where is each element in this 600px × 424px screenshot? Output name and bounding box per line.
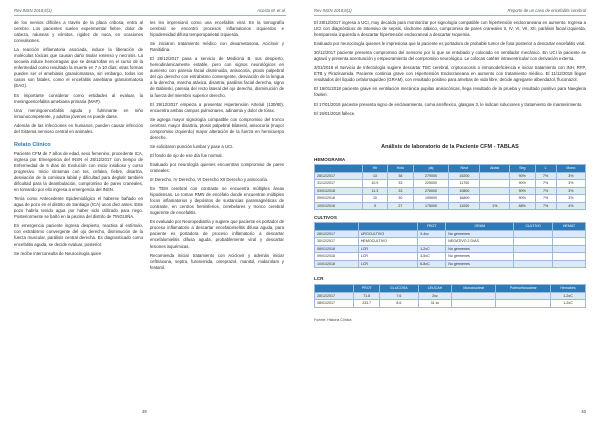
table-cell: 90%: [510, 187, 535, 195]
column-header: Seg: [510, 165, 535, 173]
table-header-row: [315, 223, 586, 231]
table-row: [315, 195, 586, 203]
column-header: [315, 223, 359, 231]
table-cell: 3-4xc: [418, 230, 446, 238]
table-cell: 33: [387, 187, 413, 195]
cultivos-label: CULTIVOS: [314, 215, 337, 220]
column-header: CULTIVO: [514, 223, 553, 231]
paragraph: 3/01/2018 el Servicio de Infectología sugiere descartar TBC cerebral, criptococosis o inmunodeficiencia e iniciar tratamiento con INH, RFP, ETB y Pirazinamida. Paciente continúa grave con Hipertensión Endocraneana en aumento con tratamiento médico. El 11/12/2018 llegan resultados del líquido cefalorraquídeo (GRAM), con resultado positivo para amebas de vida libre, decide agregarse albendazol, fluconazol.: [314, 65, 586, 83]
column-header: HEMAT: [552, 223, 585, 231]
table-cell: 27: [387, 202, 413, 210]
table-cell: 3-5xC: [418, 253, 446, 261]
tables-title: Análisis de laboratorio de la Paciente CFM - TABLAS: [381, 144, 519, 150]
paragraph: les les impresionó como una encefalitis viral. En la tomografía cerebral se encontró procesos inflamatorios izquierdos e hipodensidad difusa temporoparietal izquierda.: [150, 20, 284, 38]
column-header: Hematíes: [551, 285, 586, 293]
table-row: [315, 260, 586, 268]
paragraph: Se iniciaron tratamiento médico con dexametasona, Aciclovir y Ranitidina.: [150, 41, 284, 53]
table-cell: NEGATIVO 2 DIAS: [446, 238, 514, 246]
table-cell: 10/01/2018: [315, 260, 359, 268]
column-header: GRAM: [446, 223, 514, 231]
column-header: Abast: [480, 165, 510, 173]
table-cell: 88%: [510, 202, 535, 210]
table-cell: [480, 187, 510, 195]
table-cell: 8.6: [380, 300, 419, 308]
journal-header-right: Rev INSN 2018;6(1): [314, 8, 352, 13]
paragraph: Tenía como Antecedente Epidemiológico el haberse bañado en agua de pozo en el distrito de Santiago (ICA) unos diez antes. Este pozo habría tenido agua por haber sido utilizado para riego. Posteriormente se bañó en la piscina del distrito de TINGUIÑA.: [14, 196, 143, 220]
table-cell: 09/01/2018: [315, 195, 363, 203]
table-cell: 38: [387, 172, 413, 180]
table-cell: 71.8: [354, 292, 380, 300]
table-cell: [552, 230, 585, 238]
table-row: [315, 202, 586, 210]
left-column-1: [14, 20, 143, 260]
table-cell: 28/12/2017: [315, 292, 354, 300]
table-cell: 7%: [535, 172, 556, 180]
table-row: [315, 253, 586, 261]
table-cell: 31 xc: [418, 300, 452, 308]
authors-header: Acosta M. et al.: [257, 8, 286, 13]
paragraph: III Derecho, IV Derecho, VI Derecho XII Derecho y anisocoria.: [150, 177, 268, 183]
header-rule: [14, 15, 286, 16]
table-cell: 1-2xC: [551, 292, 586, 300]
table-cell: 279000: [413, 172, 448, 180]
table-cell: UROCULTIVO: [358, 230, 417, 238]
lcr-label: LCR: [314, 276, 324, 281]
table-cell: 90%: [510, 172, 535, 180]
table-cell: 30/12/2017: [315, 238, 359, 246]
column-header: Mononuclear: [452, 285, 496, 293]
paragraph: El 28/12/2017 ingresa a UCI, muy decaída para monitorizar por signología compatible con hipertensión endocraneana en aumento. Ingresa a UCI con diagnósticos de Intensivo de sepsis, síndrome atáxico, compromiso de pares craneales II, IV, VI, VII, XII, parálisis facial izquierda, hemiparesia izquierda a descartar hipertensión endocraneal a descartar Isquemia.: [314, 20, 586, 38]
table-cell: 13: [362, 172, 387, 180]
table-cell: 33: [387, 180, 413, 188]
paragraph: Una meningoencefalitis aguda y fulminante en niño inmunocompetente, y adultos jóvenes es puede darse.: [14, 107, 143, 119]
table-cell: 7%: [535, 202, 556, 210]
table-cell: 233.7: [354, 300, 380, 308]
table-cell: [552, 238, 585, 246]
table-cell: 9: [362, 202, 387, 210]
column-header: Hcto: [387, 165, 413, 173]
table-cell: 7.6: [380, 292, 419, 300]
column-header: LEUCAH: [418, 285, 452, 293]
table-cell: 195000: [413, 195, 448, 203]
table-cell: 28/12/2017: [315, 230, 359, 238]
table-cell: 3%: [556, 195, 585, 203]
paragraph: 30/12/2017 paciente presenta compromiso del sensorio por lo que se entubado y colocado en ventilador mecánico. En UCI la paciente se agravó y presenta acentuación y empeoramiento del compromiso neurológico. Le colocan catéter intraventricular con derivación externa.: [314, 50, 586, 62]
hemograma-label: HEMOGRAMA: [314, 157, 346, 162]
paragraph: de los nervios difíciles a través de la placa cribosa, entra al cerebro. Los pacientes suelen experimentar fiebre, dolor de cabeza, náuseas y vómitos, rigidez de nuca, en ocasiones convulsiones.: [14, 20, 143, 44]
column-header: [315, 165, 363, 173]
paragraph: La reacción inflamatoria asociada, induce la liberación de moléculas tóxicas que causan daño tisular extenso y necrosis. La secuela induce hemorragias que se desarrollan en el curso de la enfermedad como resultado la muerte en 7 a 10 días; otras formas pueden ser el amebiasis granulomatosa, sin embargo, todos los casos son fatales, como el encefalitis amebiana granulomatosa (EAG).: [14, 47, 143, 89]
column-header: [358, 223, 417, 231]
table-cell: 10800: [449, 187, 480, 195]
table-cell: 276000: [413, 187, 448, 195]
table-row: [315, 187, 586, 195]
paragraph: Se agrega mayor signología compatible con compromiso del tronco cerebral, mayor disartria, ptosis palpebral bilateral, anisocoria (mayor compromiso izquierdo) mayor alteración de la fuerza en hemicuerpo derecho.: [150, 116, 284, 140]
article-title-header: Reporte de un caso de encefalitis cerebral: [507, 8, 586, 13]
table-cell: 31/12/2017: [315, 180, 363, 188]
paragraph: El 29/12/2017 empieza a presentar Hipertensión Arterial (130/80), encuentra ambas campos pulmonares, adinamia y dolor de tórax.: [150, 101, 284, 113]
table-cell: [480, 172, 510, 180]
table-cell: [552, 245, 585, 253]
table-cell: 08/01/2017: [315, 300, 354, 308]
table-cell: 3%: [556, 187, 585, 195]
table-cell: LCR: [358, 260, 417, 268]
paragraph: Es evaluado por Neuropediatría y sugiere que paciente es portador de proceso inflamatorio a descartar encefalomielitis difusa aguda, para paciente es portadora de proceso inflamatorio a descartar encefalomielitis difusa aguda, probablemente viral y descartar lesiones isquémicas.: [150, 219, 285, 249]
table-cell: 225000: [413, 180, 448, 188]
table-cell: 4%: [556, 202, 585, 210]
column-header: [315, 285, 354, 293]
table-row: [315, 238, 586, 246]
paragraph: El 19/01/2018 fallece.: [314, 110, 356, 116]
paragraph: En emergencia paciente ingresa despierto, reactiva al estímulo, con estrabismo convergente del ojo derecho, disminución de la fuerza muscular, parálisis central derecha. Es diagnosticado como encefalitis aguda, se decide evaluar, posterior.: [14, 223, 143, 247]
table-cell: 7%: [535, 195, 556, 203]
table-cell: [514, 253, 553, 261]
right-body-text: [314, 20, 586, 120]
paragraph: Además de las infecciones en humanos, pueden causar infección del Sistema nervioso central en animales.: [14, 122, 143, 134]
table-cell: 1%: [480, 202, 510, 210]
table-header-row: [315, 165, 586, 173]
table-cell: 11000: [449, 202, 480, 210]
table-cell: LCR: [358, 253, 417, 261]
table-cell: 6-8xC: [418, 260, 446, 268]
table-cell: 90%: [510, 195, 535, 203]
column-header: Hb: [362, 165, 387, 173]
table-cell: [552, 260, 585, 268]
page-number: 39: [142, 409, 147, 414]
table-row: [315, 230, 586, 238]
table-cell: 7%: [535, 187, 556, 195]
journal-header-left: Rev INSN 2018;6(1): [14, 8, 52, 13]
table-cell: [480, 180, 510, 188]
table-row: [315, 180, 586, 188]
paragraph: Se solicitaron punción lumbar y pase a UCI.: [150, 143, 234, 149]
paragraph: El fondo de ojo de ese día fue normal.: [150, 152, 223, 158]
table-row: [315, 172, 586, 180]
table-cell: 03/01/2018: [315, 187, 363, 195]
table-cell: 175000: [413, 202, 448, 210]
table-cell: 3%: [556, 172, 585, 180]
table-row: [315, 245, 586, 253]
paragraph: El 28/12/2017 pasa a servicio de Medicina B, sus despierto, hemodinámicamente estable, pero con signos neurológicos en aumento con paresia facial disminuida, anisocoria, ptosis palpebral del ojo derecho con estrabismo convergente, desviación de la lengua a la derecha, marcha atáxica, disartria, parálisis facial derecha, signo de Babinski, paresia del recto lateral del ojo derecho, disminución de la fuerza del miembro superior derecho.: [150, 56, 284, 98]
table-cell: [480, 195, 510, 203]
paragraph: Evaluado por neurología quienes encuentran compromiso de pares craneales:: [150, 161, 284, 173]
page-number: 40: [581, 409, 586, 414]
table-row: [315, 292, 586, 300]
column-header: Neut: [449, 165, 480, 173]
table-cell: No gérmenes: [446, 230, 514, 238]
table-cell: 11.3: [362, 187, 387, 195]
column-header: PROT: [354, 285, 380, 293]
table-cell: 10.9: [362, 180, 387, 188]
table-cell: [514, 260, 553, 268]
table-cell: [452, 300, 496, 308]
table-cell: LCR: [358, 245, 417, 253]
table-cell: 15200: [449, 172, 480, 180]
table-cell: 1-2xC: [418, 245, 446, 253]
header-rule: [314, 15, 586, 16]
cultivos-table: [314, 222, 586, 268]
table-cell: 08/01/2018: [315, 245, 359, 253]
table-row: [315, 300, 586, 308]
paragraph: Evaluado por neurocirugía quienes le impresiona que la paciente es portadora de probable tumor de fosa posterior a descartar encefalitis viral.: [314, 41, 586, 47]
table-cell: 09/01/2018: [315, 253, 359, 261]
table-cell: [496, 292, 551, 300]
paragraph: El 17/01/2018 paciente presenta signo de enclavamiento, coma arreflexico, glasgow 3, le indican soluciones y tratamiento de mantenimiento.: [314, 101, 583, 107]
table-cell: [418, 238, 446, 246]
table-cell: 10: [362, 195, 387, 203]
paragraph: El 16/01/2018 paciente grave en ventilación mecánica pupilas anisocóricas, llega resultado de la prueba y resultado positivo para Naegleria fowleri.: [314, 86, 586, 98]
table-cell: [552, 253, 585, 261]
lcr-table: [314, 284, 586, 308]
table-cell: 11700: [449, 180, 480, 188]
table-source: Fuente: Historia Clínica: [314, 318, 352, 322]
table-header-row: [315, 285, 586, 293]
table-cell: [514, 230, 553, 238]
column-header: GLUCOSA: [380, 285, 419, 293]
section-heading: Relato Clínico: [14, 141, 51, 148]
table-cell: No gérmenes: [446, 260, 514, 268]
paragraph: En TEM cerebral con contraste se encuentra múltiples áreas hipodensas. Le toman RMN de encéfalo donde encuentran múltiples focos inflamatorios y depósitos de sustancias paramagnéticas de contraste, en centros hemisferios, cerebelares y tronco cerebral sugerente de encefalitis.: [150, 186, 284, 216]
table-cell: 2xc: [418, 292, 452, 300]
table-cell: [496, 300, 551, 308]
column-header: FROT: [418, 223, 446, 231]
table-cell: No gérmenes: [446, 253, 514, 261]
paragraph: Recomienda iniciar tratamiento con Aciclovir y además iniciar ceftriaxona, septra, furosemida, omeprazol, manitol, midazolam y fentanil.: [150, 252, 284, 270]
column-header: Polimorfonuclear: [496, 285, 551, 293]
column-header: plq: [413, 165, 448, 173]
column-header: L: [535, 165, 556, 173]
table-cell: 30: [387, 195, 413, 203]
column-header: Mono: [556, 165, 585, 173]
table-cell: [452, 292, 496, 300]
table-cell: [514, 245, 553, 253]
table-cell: 16800: [449, 195, 480, 203]
hemograma-table: [314, 164, 586, 210]
table-cell: 10/01/2018: [315, 202, 363, 210]
table-cell: No gérmenes: [446, 245, 514, 253]
table-cell: 90%: [510, 180, 535, 188]
paragraph: Es importante considerar como entidades al evaluar, la meningoencefalitis amebiana primaria (MAP).: [14, 92, 143, 104]
table-cell: 3%: [556, 180, 585, 188]
paragraph: Paciente CFM de 7 años de edad, sexo femenino, procedente ICA, ingresa por Emergencia del INSN el 28/12/2017 con tiempo de Enfermedad de 5 días de Evolución con inicio insidioso y curso progresivo. Inicio síntomas con tos, cefalea, fiebre, disartria, desviación de la comisura labial y dificultad para deglutir también dificultad para la deambulación, compromiso de pares craneales, en tomando por ello ingresa a emergencia del INSN.: [14, 150, 143, 193]
table-cell: [514, 238, 553, 246]
table-cell: HEMOCULTIVO: [358, 238, 417, 246]
table-cell: 28/12/2017: [315, 172, 363, 180]
table-cell: 1-2xC: [551, 300, 586, 308]
paragraph: Se recibe interconsulta de Neurocirugía quien: [14, 250, 102, 256]
right-page: [300, 0, 600, 424]
left-column-2: [150, 20, 284, 274]
table-cell: 7%: [535, 180, 556, 188]
